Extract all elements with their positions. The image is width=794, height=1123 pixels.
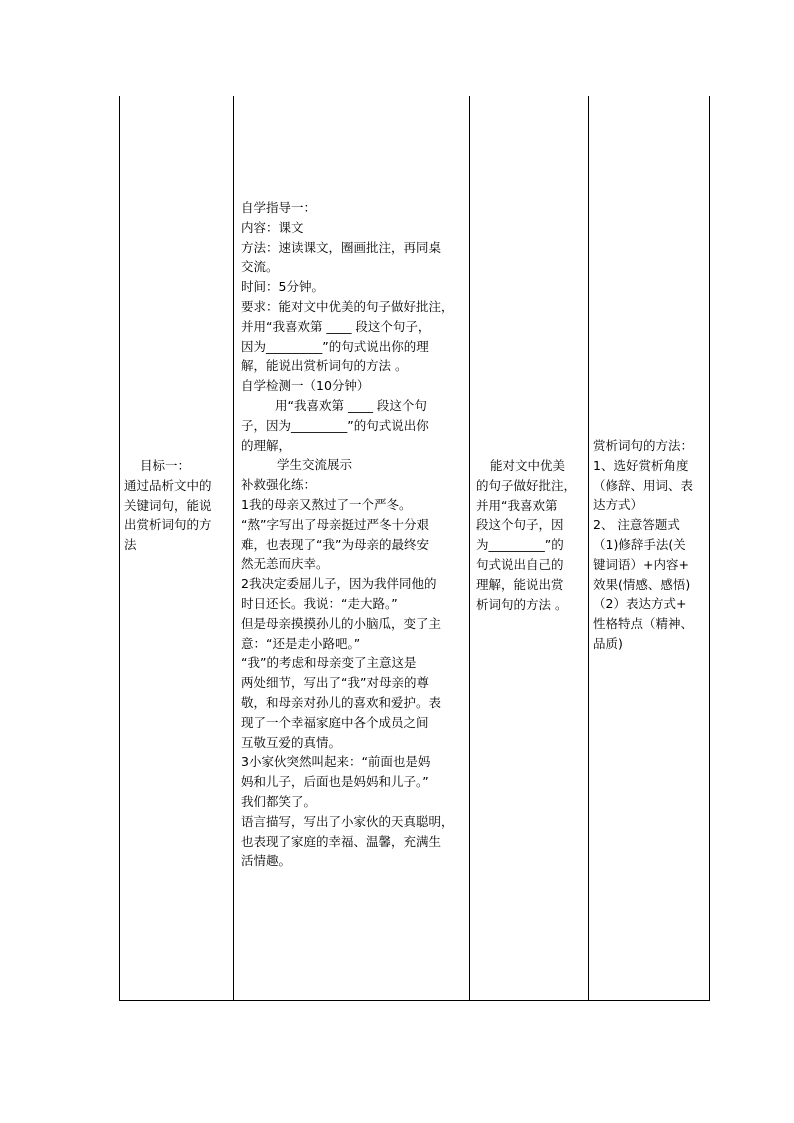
table-border-left [119,96,120,1001]
method-line: （1)修辞手法(关 [593,536,686,552]
table-border-bottom [119,1000,710,1001]
guide-line: “熬”字写出了母亲挺过严冬十分艰 [241,516,429,532]
objective-line: 段这个句子，因 [476,517,564,533]
guide-line: 时日还长。我说：“走大路。” [241,595,398,611]
guide-line: “我”的考虑和母亲变了主意这是 [241,655,417,671]
goal-cell [124,456,230,555]
guide-line: 的理解， [241,437,292,453]
guide-line: 补救强化练： [241,477,317,493]
method-line: 键词语）+内容+ [593,556,689,572]
goal-line: 通过品析文中的 [124,477,212,493]
guide-line: 也表现了家庭的幸福、温馨，充满生 [241,833,442,849]
guide-line: 解，能说出赏析词句的方法 。 [241,358,408,374]
guide-line: 敬，和母亲对孙儿的喜欢和爱护。表 [241,694,442,710]
guide-line: 子，因为_________”的句式说出你 [241,417,429,433]
method-line: 1、选好赏析角度 [593,457,689,473]
guide-line: 意：“还是走小路吧。” [241,635,361,651]
guide-line: 自学检测一（10分钟） [241,378,370,394]
method-line: 品质) [593,635,623,651]
table-border-right [709,96,710,1001]
objective-line: 的句子做好批注， [476,477,577,493]
goal-title: 目标一： [140,458,191,473]
method-line: 赏析词句的方法： [593,438,694,453]
guide-line: 1我的母亲又熬过了一个严冬。 [241,496,412,512]
method-line: （2）表达方式+ [593,596,687,612]
guide-line: 方法：速读课文，圈画批注，再同桌 [241,239,442,255]
guide-line: 用“我喜欢第 ____ 段这个句 [275,397,427,413]
method-line: 2、 注意答题式 [593,517,680,533]
guide-line: 自学指导一： [241,200,317,215]
guide-line: 现了一个幸福家庭中各个成员之间 [241,714,429,730]
guide-line: 因为_________”的句式说出你的理 [241,338,429,354]
objective-line: 析词句的方法 。 [476,596,568,612]
goal-line: 出赏析词句的方 [124,517,212,533]
guide-line: 互敬互爱的真情。 [241,734,342,750]
guide-line: 3小家伙突然叫起来：“前面也是妈 [241,754,431,770]
guide-line: 2我决定委屈儿子，因为我伴同他的 [241,576,437,592]
column-divider-1 [233,96,234,1001]
objective-line: 理解，能说出赏 [476,576,564,592]
column-divider-3 [588,96,589,1001]
guide-line: 交流。 [241,259,279,275]
goal-line: 法 [124,537,137,553]
objective-line: 并用“我喜欢第 [476,497,558,513]
guide-line: 要求：能对文中优美的句子做好批注， [241,298,454,314]
objective-line: 句式说出自己的 [476,556,564,572]
method-line: 性格特点（精神、 [593,616,694,632]
guide-line: 内容：课文 [241,219,304,235]
goal-line: 关键词句，能说 [124,497,212,513]
column-divider-2 [469,96,470,1001]
guide-line: 妈和儿子，后面也是妈妈和儿子。” [241,774,429,790]
guide-line: 并用“我喜欢第 ____ 段这个句子， [241,318,431,334]
objective-line: 为_________”的 [476,537,564,553]
method-line: 效果(情感、感悟) [593,576,691,592]
guide-line: 我们都笑了。 [241,793,317,809]
guide-line: 活情趣。 [241,853,292,869]
method-cell [593,436,707,654]
guide-line: 学生交流展示 [277,457,353,473]
guide-line: 时间：5分钟。 [241,279,324,295]
objective-line: 能对文中优美 [490,458,566,473]
guide-line: 然无恙而庆幸。 [241,556,329,572]
guide-line: 但是母亲摸摸孙儿的小脑瓜，变了主 [241,615,442,631]
guide-cell [241,198,467,871]
guide-line: 语言描写，写出了小家伙的天真聪明， [241,813,454,829]
guide-line: 难，也表现了“我”为母亲的最终安 [241,536,429,552]
objective-cell [476,456,586,614]
method-line: 达方式） [593,497,644,513]
guide-line: 两处细节，写出了“我”对母亲的尊 [241,675,429,691]
method-line: （修辞、用词、表 [593,477,694,493]
